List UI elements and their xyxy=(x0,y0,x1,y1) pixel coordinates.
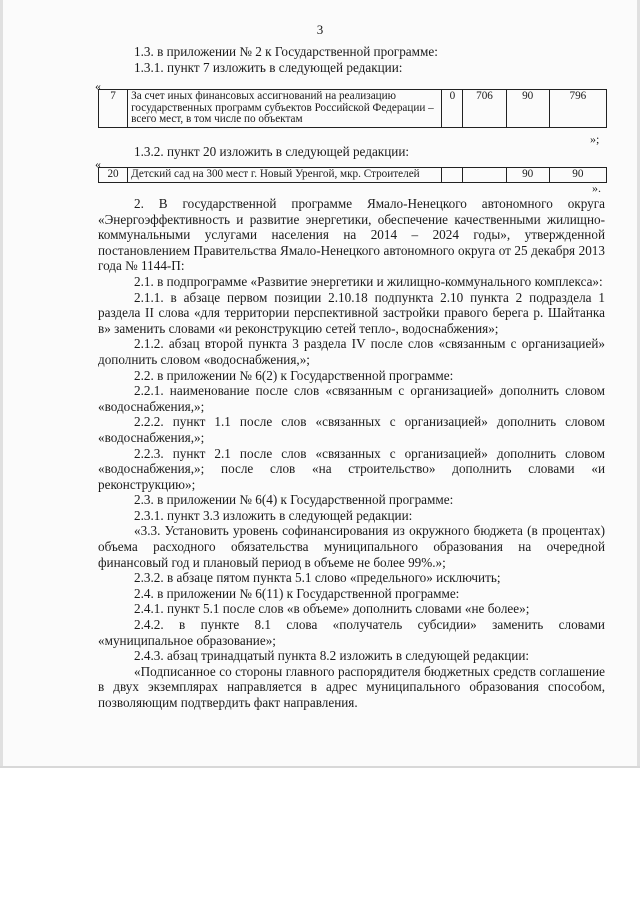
para-2-1-1: 2.1.1. в абзаце первом позиции 2.10.18 подпункта 2.10 пункта 2 подраздела 1 раздела II слова «для территории перспективной застройки правого берега р. Шайтанка в» заменить словами «и реконструкцию сетей тепло-, водоснабжения»; xyxy=(98,289,605,336)
row-text: Детский сад на 300 мест г. Новый Уренгой, мкр. Строителей xyxy=(128,168,442,183)
section-2-body xyxy=(98,196,605,711)
quote-open-1: « xyxy=(95,79,101,93)
value-2: 706 xyxy=(463,90,506,128)
para-2-3-1: 2.3.1. пункт 3.3 изложить в следующей редакции: xyxy=(134,507,413,523)
item-1-3-1: 1.3.1. пункт 7 изложить в следующей редакции: xyxy=(134,59,403,75)
section-1-3-2-block xyxy=(98,144,605,160)
quote-open-2: « xyxy=(95,157,101,171)
row-text: За счет иных финансовых ассигнований на реализацию государственных программ субъектов Российской Федерации – всего мест, в том числе по объектам xyxy=(128,90,442,128)
para-2-2-1: 2.2.1. наименование после слов «связанным с организацией» дополнить словом «водоснабжения,»; xyxy=(98,383,605,414)
para-2-2-3: 2.2.3. пункт 2.1 после слов «связанных с организацией» дополнить словом «водоснабжения,»; после слов «на строительство» дополнить словами «и реконструкцию»; xyxy=(98,445,605,492)
row-number: 20 xyxy=(99,168,128,183)
value-1: 90 xyxy=(506,168,549,183)
value-1: 0 xyxy=(442,90,463,128)
value-3: 90 xyxy=(506,90,549,128)
para-2-2: 2.2. в приложении № 6(2) к Государственной программе: xyxy=(134,367,454,383)
para-2-1-2: 2.1.2. абзац второй пункта 3 раздела IV после слов «связанным с организацией» дополнить словом «водоснабжения,»; xyxy=(98,336,605,367)
quote-close-1: »; xyxy=(590,132,600,146)
section-1-3-block xyxy=(98,44,605,75)
value-4: 796 xyxy=(549,90,606,128)
page-number: 3 xyxy=(316,22,324,37)
table-item-20 xyxy=(98,167,607,183)
para-2-3: 2.3. в приложении № 6(4) к Государственной программе: xyxy=(134,492,454,508)
table-row xyxy=(99,168,607,183)
row-number: 7 xyxy=(99,90,128,128)
para-2-3-2: 2.3.2. в абзаце пятом пункта 5.1 слово «предельного» исключить; xyxy=(134,570,501,586)
item-1-3: 1.3. в приложении № 2 к Государственной программе: xyxy=(134,44,438,59)
para-2-4-3-quote: «Подписанное со стороны главного распорядителя бюджетных средств соглашение в двух экземплярах направляется в адрес муниципального образования способом, позволяющим подтвердить факт направления. xyxy=(98,663,605,710)
item-1-3-2: 1.3.2. пункт 20 изложить в следующей редакции: xyxy=(134,144,410,159)
para-2: 2. В государственной программе Ямало-Ненецкого автономного округа «Энергоэффективность и развитие энергетики, обеспечение качественными жилищно-коммунальными услугами населения на 2014 – 2024 годы», утвержденной постановлением Правительства Ямало-Ненецкого автономного округа от 25 декабря 2013 года № 1144-П: xyxy=(98,196,605,274)
table-row xyxy=(99,90,607,128)
para-2-2-2: 2.2.2. пункт 1.1 после слов «связанных с организацией» дополнить словом «водоснабжения,»; xyxy=(98,414,605,445)
para-2-4-3: 2.4.3. абзац тринадцатый пункта 8.2 изложить в следующей редакции: xyxy=(134,648,530,664)
quote-close-2: ». xyxy=(592,181,601,195)
value-2: 90 xyxy=(549,168,606,183)
para-2-4-2: 2.4.2. в пункте 8.1 слова «получатель субсидии» заменить словами «муниципальное образование»; xyxy=(98,617,605,648)
para-2-4-1: 2.4.1. пункт 5.1 после слов «в объеме» дополнить словами «не более»; xyxy=(134,601,530,617)
page-bottom-edge xyxy=(0,766,640,768)
para-2-4: 2.4. в приложении № 6(11) к Государственной программе: xyxy=(134,585,460,601)
left-scan-edge xyxy=(0,0,3,768)
empty-cell xyxy=(463,168,506,183)
para-2-1: 2.1. в подпрограмме «Развитие энергетики и жилищно-коммунального комплекса»: xyxy=(134,273,603,289)
table-item-7 xyxy=(98,89,607,128)
para-2-3-1-quote: «3.3. Установить уровень софинансирования из окружного бюджета (в процентах) объема расходного обязательства муниципального образования на очередной финансовый год и плановый период в объеме не более 99%.»; xyxy=(98,523,605,570)
empty-cell xyxy=(442,168,463,183)
